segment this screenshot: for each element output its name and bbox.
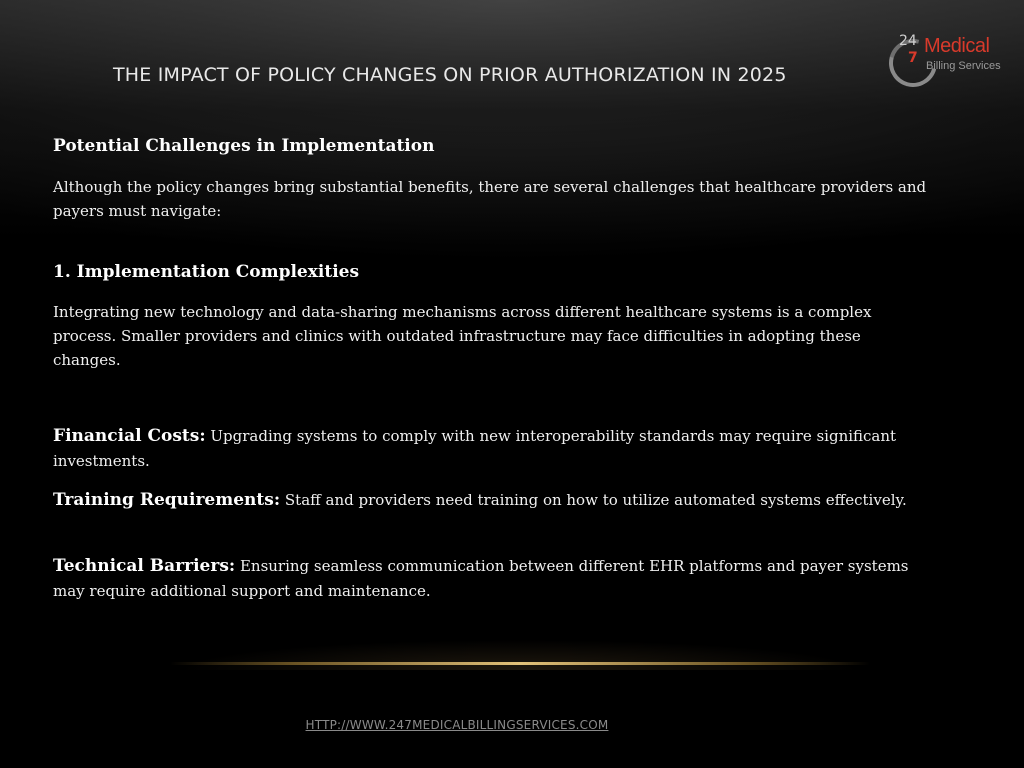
challenge-text: Upgrading systems to comply with new interoperability standards may require significant investments. (53, 427, 897, 470)
divider-glow (180, 610, 860, 670)
challenge-text: Ensuring seamless communication between different EHR platforms and payer systems may require additional support and maintenance. (53, 557, 909, 600)
divider-line (170, 662, 870, 665)
challenge-label: Financial Costs: (53, 426, 206, 446)
section-heading-challenges: Potential Challenges in Implementation (53, 136, 435, 156)
logo-subtitle: Billing Services (926, 60, 1001, 72)
challenge-item-technical (53, 554, 943, 604)
footer-link[interactable]: HTTP://WWW.247MEDICALBILLINGSERVICES.COM (305, 718, 609, 732)
section-text-challenges: Although the policy changes bring substantial benefits, there are several challenges that healthcare providers and payers must navigate: (53, 178, 927, 220)
section-text-complexities: Integrating new technology and data-sharing mechanisms across different healthcare systems is a complex process. Smaller providers and clinics with outdated infrastructure may face difficulties in adopting these changes. (53, 303, 872, 369)
section-heading-complexities: 1. Implementation Complexities (53, 262, 360, 282)
challenge-text: Staff and providers need training on how to utilize automated systems effectively. (284, 491, 907, 509)
challenge-item-financial (53, 424, 943, 474)
challenge-label: Technical Barriers: (53, 556, 236, 576)
challenge-label: Training Requirements: (53, 490, 281, 510)
logo-brand: Medical (924, 35, 990, 57)
challenge-item-training (53, 488, 943, 513)
slide-title: THE IMPACT OF POLICY CHANGES ON PRIOR AUTHORIZATION IN 2025 (113, 64, 787, 86)
logo-number-accent: 7 (908, 50, 918, 66)
logo-number: 24 (899, 33, 917, 49)
company-logo (886, 30, 1006, 92)
